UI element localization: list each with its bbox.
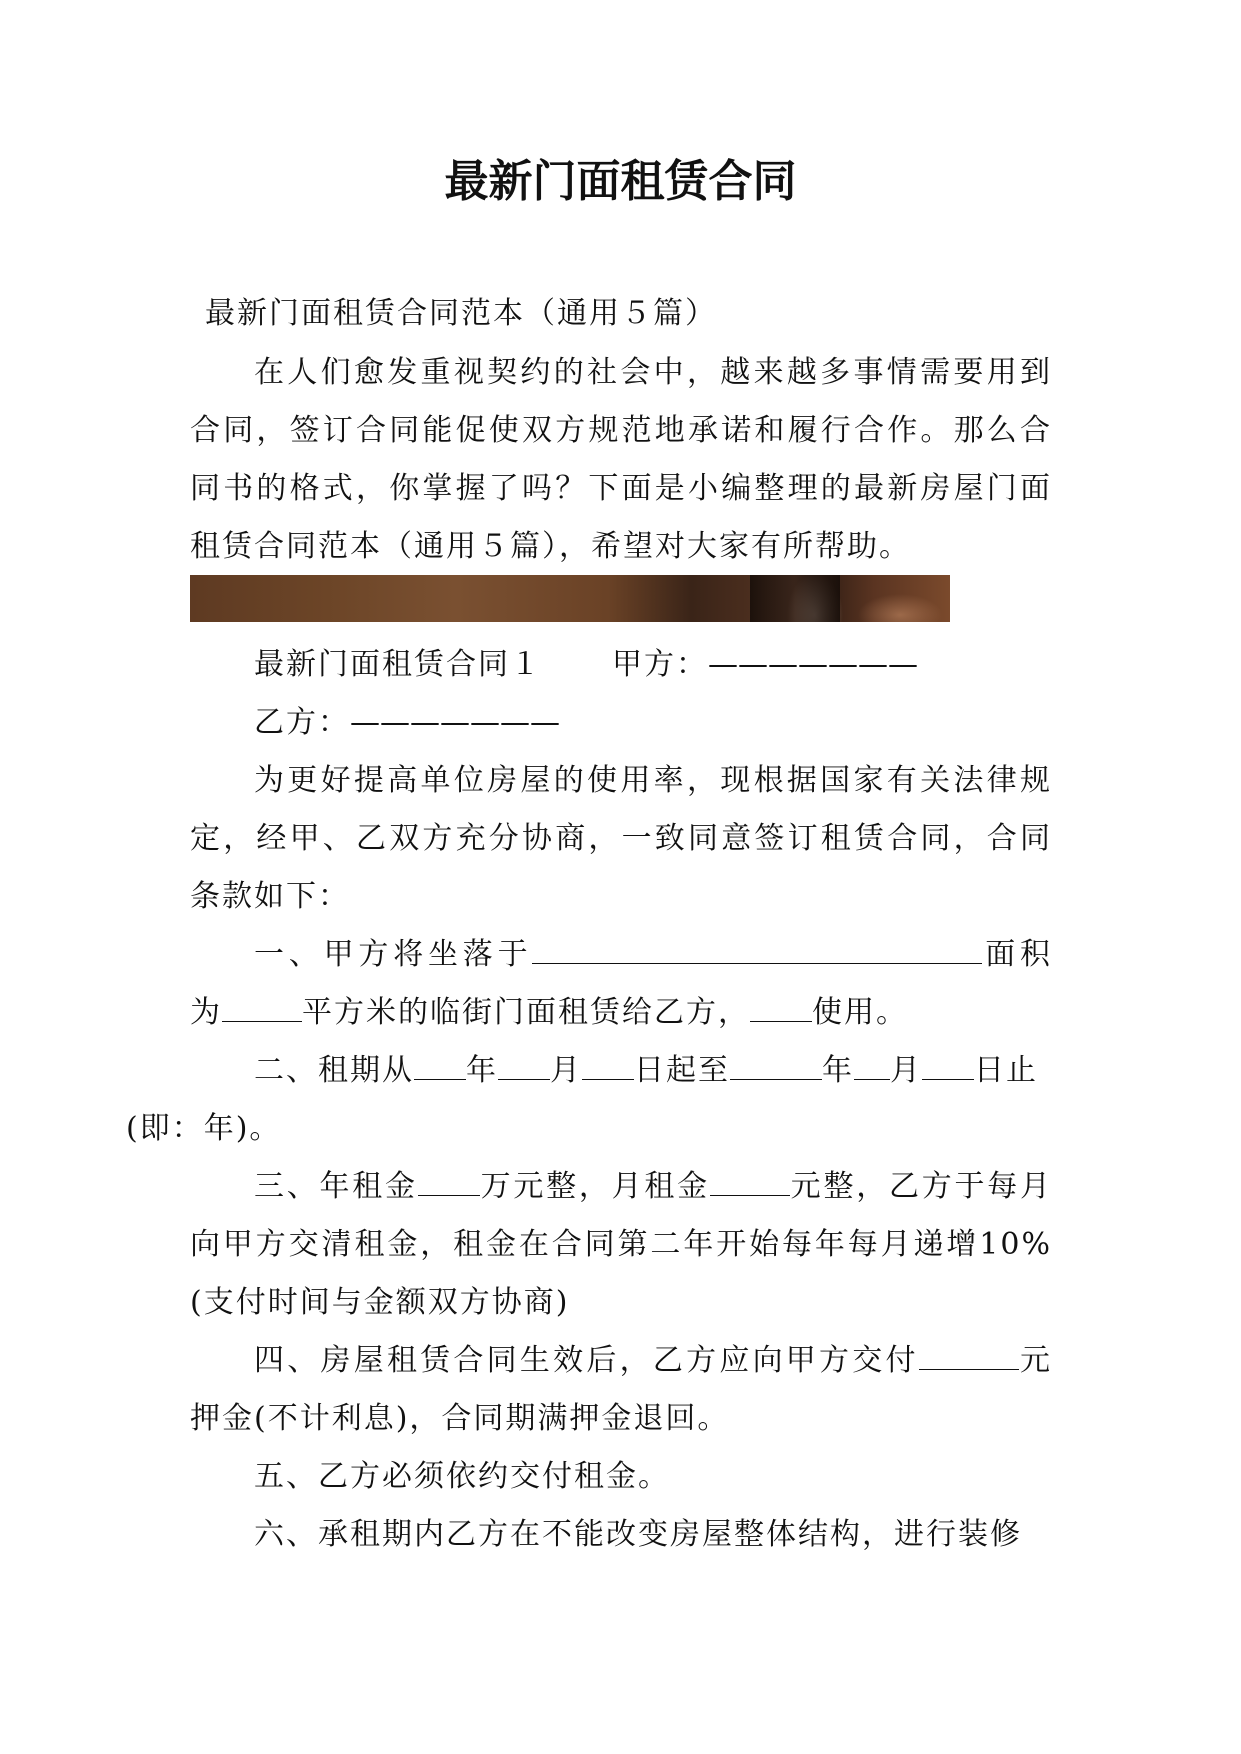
contract-heading-line [190,636,1052,694]
preamble-paragraph: 为更好提高单位房屋的使用率，现根据国家有关法律规定，经甲、乙双方充分协商，一致同意签订租赁合同，合同条款如下： [190,763,1052,914]
party-b-line [190,694,1052,752]
start-day-blank [582,1053,634,1080]
document-subtitle: 最新门面租赁合同范本（通用５篇） [205,296,717,331]
clause-1: 一、甲方将坐落于 面积为 平方米的临街门面租赁给乙方， 使用。 [190,937,1053,1030]
party-b-value: ——————— [350,705,560,740]
deposit-blank [919,1343,1019,1370]
location-blank [532,937,982,964]
intro-block [190,344,1052,576]
party-a-value: ——————— [708,647,918,682]
end-year-blank [730,1053,822,1080]
end-day-blank [922,1053,974,1080]
photo-image [190,575,950,622]
party-a-label: 甲方： [612,647,708,682]
clause-3: 三、年租金 万元整，月租金 元整，乙方于每月向甲方交清租金，租金在合同第二年开始每年每月递增10%(支付时间与金额双方协商) [190,1169,1053,1320]
photo-figure [750,575,840,622]
end-month-blank [854,1053,890,1080]
intro-paragraph: 在人们愈发重视契约的社会中，越来越多事情需要用到合同，签订合同能促使双方规范地承诺和履行合作。那么合同书的格式，你掌握了吗？下面是小编整理的最新房屋门面租赁合同范本（通用５篇），希望对大家有所帮助。 [190,355,1052,564]
annual-rent-blank [418,1169,480,1196]
usage-blank [750,995,812,1022]
clause-2: 二、租期从 年 月 日起至 年 月 日止 (即：年)。 [126,1053,1038,1146]
document-title: 最新门面租赁合同 [444,156,797,207]
start-year-blank [414,1053,466,1080]
area-blank [222,995,302,1022]
start-month-blank [498,1053,550,1080]
contract-heading: 最新门面租赁合同１ [254,647,542,682]
monthly-rent-blank [710,1169,790,1196]
clause-6: 六、承租期内乙方在不能改变房屋整体结构，进行装修 [254,1517,1022,1552]
clause-4: 四、房屋租赁合同生效后，乙方应向甲方交付 元押金(不计利息)，合同期满押金退回。 [190,1343,1053,1436]
party-b-label: 乙方： [254,705,350,740]
clause-5: 五、乙方必须依约交付租金。 [254,1459,670,1494]
contract-body [126,636,1053,1564]
